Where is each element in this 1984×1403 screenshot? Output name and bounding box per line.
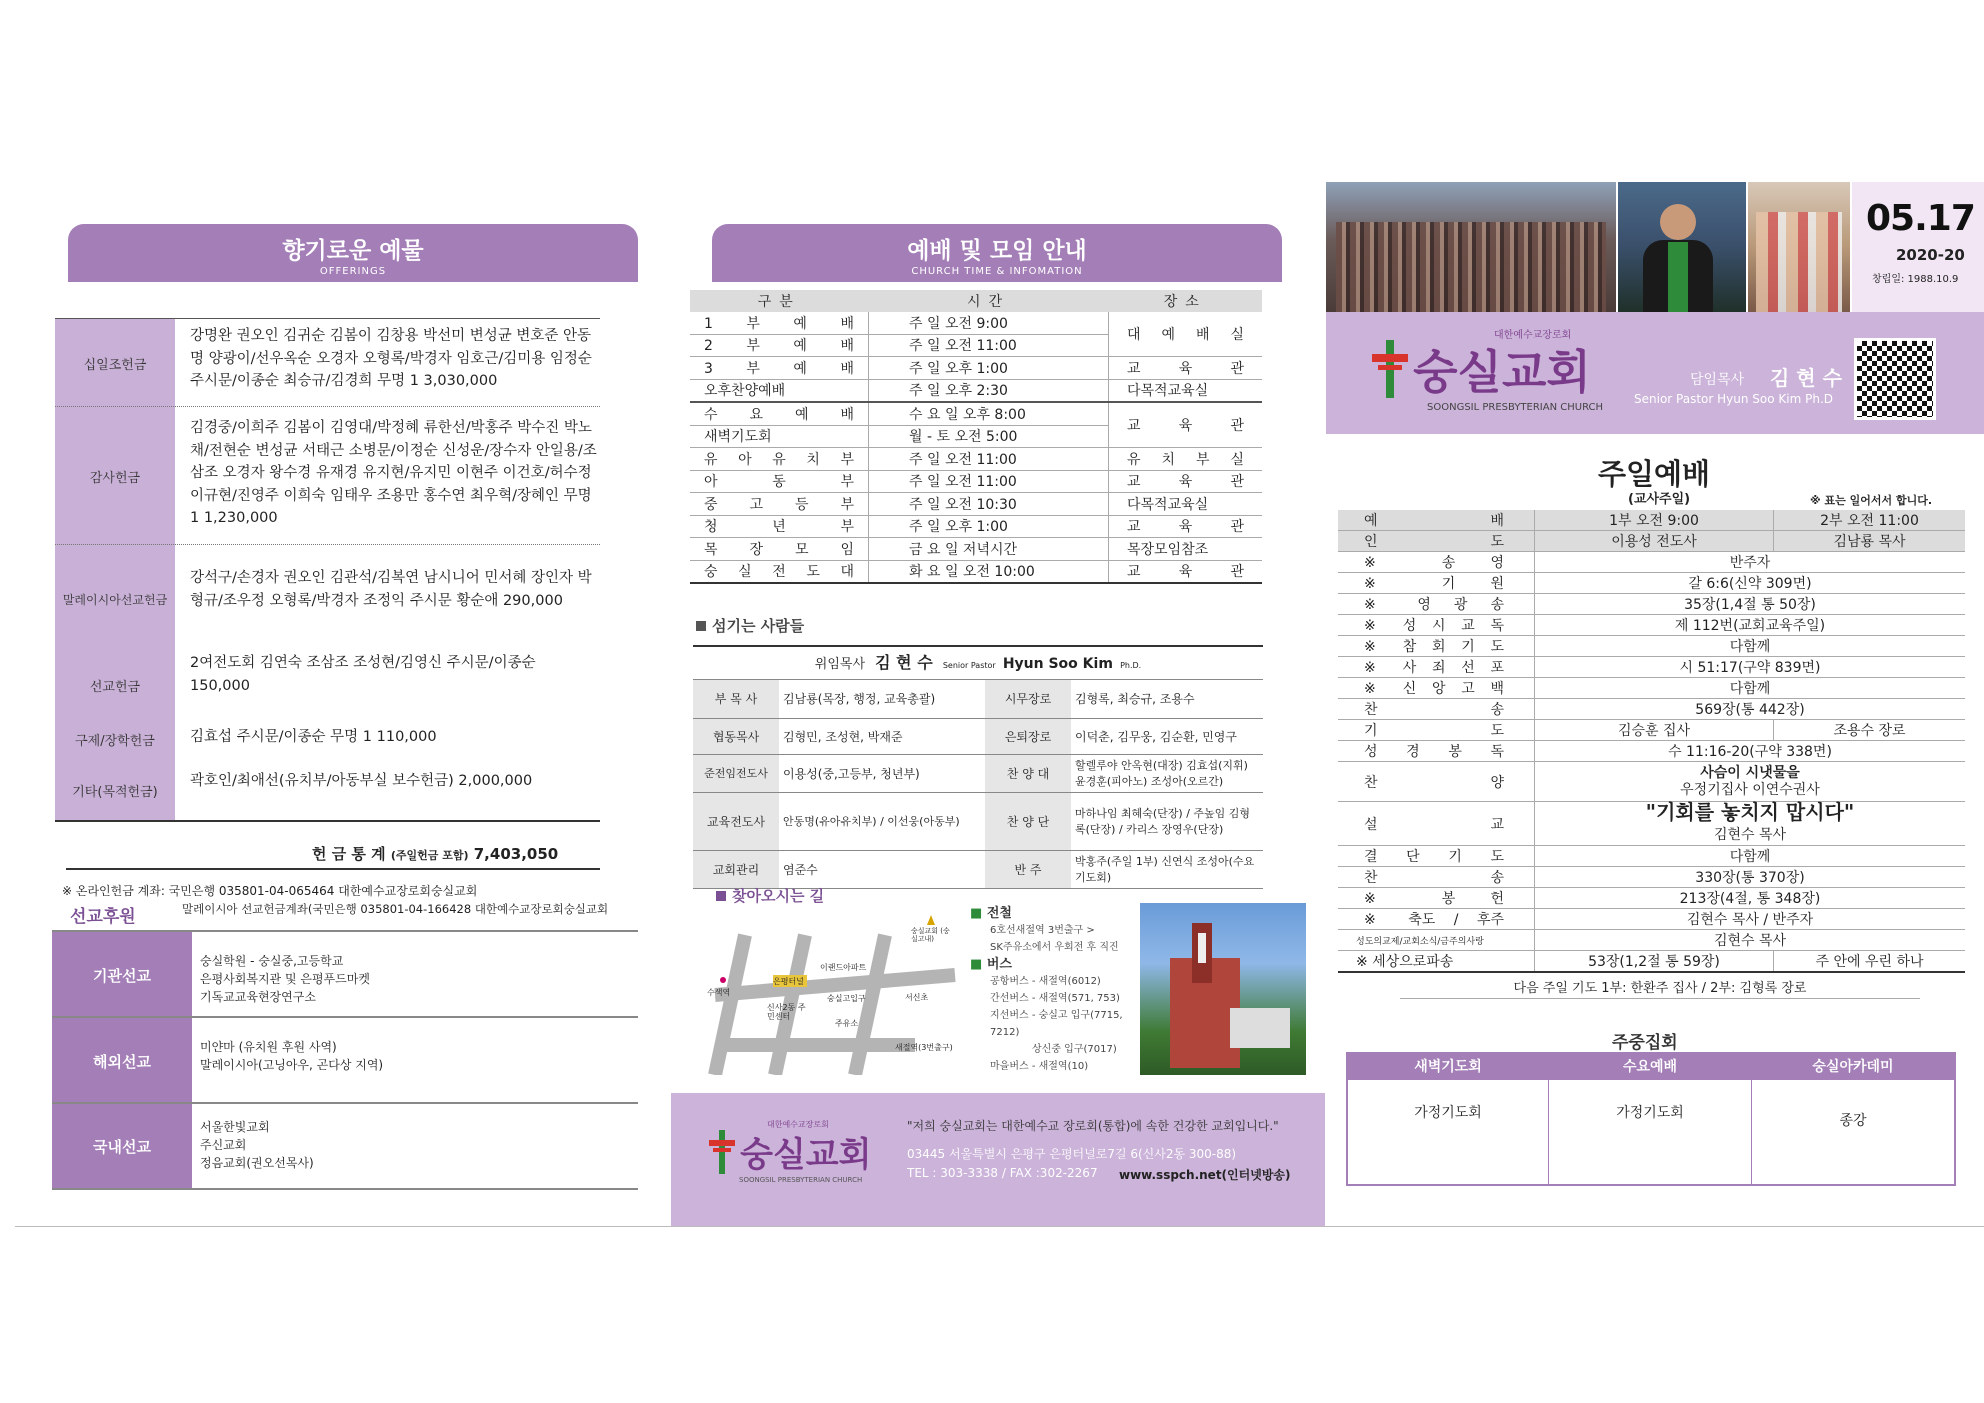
- next-week-prayer: 다음 주일 기도 1부: 한환주 집사 / 2부: 김형록 장로: [1400, 977, 1920, 999]
- cell: 주 일 오후 2:30: [869, 379, 1109, 402]
- cell: 시 51:17(구약 839면): [1535, 657, 1966, 678]
- subway-line: 6호선새절역 3번출구 >: [990, 925, 1095, 936]
- cell: 주 일 오전 11:00: [869, 470, 1109, 493]
- kids-figures: [1756, 212, 1842, 312]
- cell: 찬 송: [1338, 699, 1535, 720]
- servants-title: [696, 615, 804, 636]
- cell: 2부 오전 11:00: [1774, 510, 1966, 531]
- table-row: [1338, 657, 1965, 678]
- table-row: [690, 538, 1262, 561]
- table-row: [690, 357, 1262, 380]
- worship-note: ※ 표는 일어서서 합니다.: [1810, 494, 1932, 507]
- schedule-title: 예배 및 모임 안내: [907, 238, 1087, 264]
- table-row: [1338, 762, 1965, 802]
- table-row: [1338, 594, 1965, 615]
- map-label: 숭실고입구: [827, 994, 866, 1003]
- cell: 대 예 배 실: [1109, 312, 1263, 357]
- cell: 오후찬양예배: [690, 379, 869, 402]
- subway-icon: ■: [970, 906, 983, 921]
- table-row: [1338, 951, 1965, 973]
- worship-order-table: [1338, 510, 1965, 973]
- transit-info: [970, 905, 1140, 1075]
- cell: 569장(통 442장): [1535, 699, 1966, 720]
- cell: 청 년 부: [690, 515, 869, 538]
- cover-logo: [1372, 330, 1604, 413]
- bus-line: 간선버스 - 새절역(571, 753): [990, 993, 1120, 1004]
- staff-label: 찬 양 단: [985, 792, 1071, 850]
- cell: ※ 축도 / 후주: [1338, 909, 1535, 930]
- cover-church-sub: 대한예수교장로회: [1494, 330, 1572, 341]
- cell: 주 일 오후 1:00: [869, 515, 1109, 538]
- table-row: [1338, 615, 1965, 636]
- cover-church-name: 숭실교회: [1413, 345, 1591, 399]
- offering-row-thanks: [55, 406, 600, 545]
- offering-row-malaysia: [55, 544, 600, 653]
- crowd-photo: [1336, 222, 1606, 312]
- cell: 교 육 관: [1109, 560, 1263, 583]
- staff-label: 은퇴장로: [985, 718, 1071, 754]
- cell: ※ 송 영: [1338, 552, 1535, 573]
- cell: 이용성 전도사: [1535, 531, 1774, 552]
- table-row: [1338, 699, 1965, 720]
- offering-text: 강석구/손경자 권오인 김관석/김복연 남시니어 민서혜 장인자 박형규/조우정 오형록/박경자 조정익 주시문 황순애 290,000: [190, 570, 592, 609]
- offering-text: 2여전도회 김연숙 조삼조 조성현/김영신 주시문/이종순 150,000: [190, 655, 536, 694]
- footer-church-name: 숭실교회: [740, 1135, 872, 1175]
- offering-row-tithe: [55, 318, 600, 407]
- cell: 금 요 일 저녁시간: [869, 538, 1109, 561]
- cell: 갈 6:6(신약 309면): [1535, 573, 1966, 594]
- schedule-col-header: 시간: [869, 290, 1109, 312]
- bullet-square-icon: [716, 891, 726, 901]
- mission-line: 기독교교육현장연구소: [200, 990, 316, 1004]
- staff-table: [693, 680, 1263, 889]
- footer-church-en: SOONGSIL PRESBYTERIAN CHURCH: [739, 1176, 863, 1184]
- cell: ※ 성 시 교 독: [1338, 615, 1535, 636]
- mission-label: 해외선교: [52, 1018, 192, 1104]
- cell: 다목적교육실: [1109, 379, 1263, 402]
- cell: 반주자: [1535, 552, 1966, 573]
- mission-label: 기관선교: [52, 932, 192, 1018]
- cell: 213장(4절, 통 348장): [1535, 888, 1966, 909]
- table-row: [1338, 802, 1965, 846]
- church-wall: [1230, 1008, 1290, 1048]
- mission-line: 은평사회복지관 및 은평푸드마켓: [200, 972, 370, 986]
- church-marker-icon: [927, 915, 935, 925]
- anthem-title: 사슴이 시냇물을: [1700, 764, 1800, 781]
- offering-label: 말레이시아선교헌금: [55, 545, 175, 653]
- cell: 숭 실 전 도 대: [690, 560, 869, 583]
- offering-text: 곽호인/최애선(유치부/아동부실 보수헌금) 2,000,000: [190, 773, 533, 789]
- map-label: 주유소: [835, 1019, 859, 1028]
- cell: 교 육 관: [1109, 470, 1263, 493]
- cover-pastor-label: 담임목사: [1690, 372, 1745, 388]
- table-row: [1338, 510, 1965, 531]
- cell: 월 - 토 오전 5:00: [869, 425, 1109, 448]
- staff-label: 찬 양 대: [985, 754, 1071, 792]
- map-road: [715, 935, 745, 1075]
- mission-line: 말레이시아(고닝아우, 곤다상 지역): [200, 1058, 384, 1072]
- cell: 새벽기도회: [690, 425, 869, 448]
- table-row: [1338, 720, 1965, 741]
- mission-line: 정음교회(권오선목사): [200, 1156, 314, 1170]
- staff-label: 시무장로: [985, 680, 1071, 718]
- cell: 유 치 부 실: [1109, 448, 1263, 471]
- table-row: [693, 718, 1263, 754]
- cell: [1535, 802, 1966, 846]
- cell: 김현수 목사: [1535, 930, 1966, 951]
- church-photo: [1140, 903, 1306, 1075]
- offering-row-other: [55, 760, 600, 820]
- cross-icon: [1198, 933, 1206, 963]
- footer: [671, 1093, 1325, 1226]
- map-label: 수색역: [707, 988, 731, 997]
- cell: 주 일 오전 9:00: [869, 312, 1109, 334]
- cell: ※ 영 광 송: [1338, 594, 1535, 615]
- staff-value: 마하나임 최혜숙(단장) / 주높임 김형록(단장) / 카리스 장영우(단장): [1071, 792, 1263, 850]
- table-row: [1338, 531, 1965, 552]
- pastor-degree: Ph.D.: [1120, 661, 1142, 670]
- table-row: [1338, 867, 1965, 888]
- table-row: [690, 379, 1262, 402]
- table-row: [690, 470, 1262, 493]
- cover-banner: [1326, 312, 1984, 434]
- sermon-by: 김현수 목사: [1713, 827, 1787, 843]
- cell: 다목적교육실: [1109, 493, 1263, 516]
- bus-line: 공항버스 - 새절역(6012): [990, 976, 1101, 987]
- schedule-col-header: 구분: [690, 290, 869, 312]
- bus-title-text: 버스: [986, 957, 1012, 972]
- cover-photo-group: [1326, 182, 1616, 312]
- cell: 수 요 일 오후 8:00: [869, 402, 1109, 425]
- cell: ※ 참 회 기 도: [1338, 636, 1535, 657]
- cell: 35장(1,4절 통 50장): [1535, 594, 1966, 615]
- footer-motto: "저희 숭실교회는 대한예수교 장로회(통합)에 속한 건강한 교회입니다.": [907, 1119, 1279, 1133]
- online-note: ※ 온라인헌금 계좌: 국민은행 035801-04-065464 대한예수교장로회숭실교회: [62, 884, 478, 898]
- cell: 김남룡 목사: [1774, 531, 1966, 552]
- offering-text: 김경중/이희주 김봄이 김영대/박정혜 류한선/박홍주 박수진 박노채/전현순 변성균 서태근 소병문/이정순 신성운/장수자 안일용/조삼조 오경자 왕수경 유재경 유지현/유지민 이현주 이건호/허수정 이규현/진영주 이희숙 임태우 조용만 홍수연 최우혁/장혜인 무명 1 1,230,000: [190, 420, 597, 526]
- cell: 교 육 관: [1109, 357, 1263, 380]
- offering-label: 감사헌금: [55, 407, 175, 545]
- table-row: [693, 680, 1263, 718]
- cell: 주 일 오후 1:00: [869, 357, 1109, 380]
- cover-pastor-en: Senior Pastor Hyun Soo Kim Ph.D: [1634, 392, 1833, 406]
- schedule-col-header: 장소: [1109, 290, 1263, 312]
- cell: 목 장 모 임: [690, 538, 869, 561]
- map-label: 이랜드아파트: [820, 963, 867, 972]
- cell: 53장(1,2절 통 59장): [1535, 951, 1774, 973]
- table-row: [1338, 552, 1965, 573]
- staff-value: 안동명(유아유치부) / 이선웅(아동부): [779, 792, 985, 850]
- bus-icon: ■: [970, 957, 983, 972]
- mission-line: 숭실학원 - 숭실중,고등학교: [200, 954, 344, 968]
- cell: 아 동 부: [690, 470, 869, 493]
- weekday-col: [1549, 1054, 1752, 1184]
- offerings-header: [68, 224, 638, 282]
- map-label: 신사2동 주민센터: [767, 1003, 806, 1021]
- mission-row-domestic: [52, 1102, 638, 1190]
- weekday-col-body: 종강: [1839, 1113, 1867, 1129]
- staff-value: 할렐루야 안옥현(대장) 김효섭(지휘) 윤경훈(피아노) 조성아(오르간): [1071, 754, 1263, 792]
- cell: 설 교: [1338, 802, 1535, 846]
- staff-label: 준전임전도사: [693, 754, 779, 792]
- cover-date-box: [1852, 182, 1984, 312]
- table-row: [1338, 636, 1965, 657]
- map-label: 은평터널: [773, 977, 804, 986]
- worship-title: 주일예배: [1598, 457, 1711, 491]
- cover-date: 05.17: [1866, 198, 1975, 239]
- church-logo-icon: [709, 1130, 735, 1174]
- offering-label: 십일조헌금: [55, 319, 175, 407]
- cell: 예 배: [1338, 510, 1535, 531]
- table-row: [693, 792, 1263, 850]
- weekday-col-head: 수요예배: [1549, 1054, 1751, 1080]
- cell: 중 고 등 부: [690, 493, 869, 516]
- offering-label: 선교헌금: [55, 652, 175, 718]
- schedule-subtitle: CHURCH TIME & INFOMATION: [911, 266, 1083, 277]
- staff-label: 교육전도사: [693, 792, 779, 850]
- table-row: [690, 515, 1262, 538]
- weekday-table: [1346, 1052, 1956, 1186]
- staff-label: 교회관리: [693, 850, 779, 888]
- weekday-col-head: 새벽기도회: [1348, 1054, 1548, 1080]
- page-bottom-rule: [15, 1226, 1984, 1227]
- pastor-en-prefix: Senior Pastor: [942, 661, 996, 670]
- mission-lines: [200, 952, 370, 1006]
- footer-church-sub: 대한예수교장로회: [767, 1120, 829, 1129]
- table-row: [1338, 573, 1965, 594]
- cover-founded: 창립일: 1988.10.9: [1872, 274, 1959, 285]
- mission-account: 말레이시아 선교헌금계좌(국민은행 035801-04-166428 대한예수교장로회숭실교회: [182, 902, 609, 916]
- staff-value: 박홍주(주일 1부) 신연식 조성아(수요기도회): [1071, 850, 1263, 888]
- table-row: [1338, 846, 1965, 867]
- map-label: 숭실교회 (숭실고내): [911, 927, 950, 943]
- mission-line: 서울한빛교회: [200, 1120, 270, 1134]
- pastor-en: Hyun Soo Kim: [1002, 656, 1113, 672]
- table-row: [690, 560, 1262, 583]
- table-row: [693, 754, 1263, 792]
- staff-value: 김형록, 최승규, 조용수: [1071, 680, 1263, 718]
- table-row: [1338, 741, 1965, 762]
- footer-logo: [709, 1120, 872, 1184]
- table-row: [690, 448, 1262, 471]
- table-row: [690, 402, 1262, 425]
- cell: 결 단 기 도: [1338, 846, 1535, 867]
- offering-row-mission: [55, 652, 600, 718]
- weekday-title: 주중집회: [1612, 1033, 1678, 1053]
- offering-label: 구제/장학헌금: [55, 718, 175, 760]
- staff-value: 김형민, 조성현, 박재준: [779, 718, 985, 754]
- cell: 다함께: [1535, 678, 1966, 699]
- servants-title-text: 섬기는 사람들: [712, 617, 805, 635]
- total-note: (주일헌금 포함): [390, 849, 469, 862]
- pastor-name: 김 현 수: [875, 653, 933, 672]
- cell: 330장(통 370장): [1535, 867, 1966, 888]
- cell: 교 육 관: [1109, 515, 1263, 538]
- subway-title-text: 전철: [986, 906, 1012, 921]
- cell: 3 부 예 배: [690, 357, 869, 380]
- offering-bottom-border: [55, 820, 600, 822]
- cover-issue: 2020-20: [1896, 246, 1965, 264]
- pastor-line: [693, 645, 1263, 680]
- map-label: 서신초: [905, 993, 929, 1002]
- directions-title: [716, 885, 824, 906]
- cell: 김현수 목사 / 반주자: [1535, 909, 1966, 930]
- table-row: [1338, 888, 1965, 909]
- weekday-col-body: 가정기도회: [1414, 1105, 1482, 1121]
- map: [705, 915, 965, 1075]
- offering-label: 기타(목적헌금): [55, 760, 175, 820]
- bus-line: 상신중 입구(7017): [1032, 1044, 1117, 1055]
- cover-photo-kids: [1748, 182, 1850, 312]
- mission-row-institution: [52, 930, 638, 1018]
- support-title: 선교후원: [70, 907, 136, 927]
- cell: [1535, 762, 1966, 802]
- mission-row-overseas: [52, 1016, 638, 1104]
- cover-photo-pastor: [1618, 182, 1746, 312]
- cell: 유 아 유 치 부: [690, 448, 869, 471]
- cell: ※ 세상으로파송: [1338, 951, 1535, 973]
- cell: 제 112번(교회교육주일): [1535, 615, 1966, 636]
- qr-code-icon[interactable]: [1854, 338, 1936, 420]
- cell: 화 요 일 오전 10:00: [869, 560, 1109, 583]
- cell: 수 11:16-20(구약 338면): [1535, 741, 1966, 762]
- total-value: 7,403,050: [473, 845, 559, 863]
- cell: 1 부 예 배: [690, 312, 869, 334]
- cell: ※ 사 죄 선 포: [1338, 657, 1535, 678]
- cell: 1부 오전 9:00: [1535, 510, 1774, 531]
- offering-total-underline: [66, 868, 600, 870]
- staff-label: 협동목사: [693, 718, 779, 754]
- cell: 다함께: [1535, 846, 1966, 867]
- subway-line: SK주유소에서 우회전 후 직진: [990, 942, 1119, 953]
- table-row: [1338, 909, 1965, 930]
- pastor-figure: [1660, 204, 1696, 240]
- cell: 인 도: [1338, 531, 1535, 552]
- schedule-header-row: [690, 290, 1262, 312]
- footer-tel: TEL : 303-3338 / FAX :302-2267: [907, 1166, 1098, 1180]
- map-road: [855, 935, 885, 1075]
- table-row: [693, 850, 1263, 888]
- cover-church-en: SOONGSIL PRESBYTERIAN CHURCH: [1427, 402, 1604, 413]
- cell: 주 일 오전 10:30: [869, 493, 1109, 516]
- mission-lines: [200, 1038, 383, 1074]
- offerings-subtitle: OFFERINGS: [319, 266, 387, 277]
- schedule-table: [690, 290, 1262, 584]
- mission-line: 주신교회: [200, 1138, 247, 1152]
- bus-line: 지선버스 - 숭실고 입구(7715, 7212): [990, 1010, 1123, 1038]
- cell: ※ 기 원: [1338, 573, 1535, 594]
- offering-text: 김효섭 주시문/이종순 무명 1 110,000: [190, 729, 437, 745]
- offering-text: 강명완 권오인 김귀순 김봄이 김창용 박선미 변성균 변호준 안동명 양광이/선우옥순 오경자 오형록/박경자 임호근/김미용 임정순 주시문/이종순 최승규/김경희 무명 1 3,030,000: [190, 328, 592, 389]
- cell: 찬 송: [1338, 867, 1535, 888]
- staff-label: 부 목 사: [693, 680, 779, 718]
- cell: 성 경 봉 독: [1338, 741, 1535, 762]
- pastor-stole: [1668, 242, 1688, 312]
- bus-line: 마을버스 - 새절역(10): [990, 1061, 1089, 1072]
- offerings-title: 향기로운 예물: [282, 238, 424, 264]
- cell: 다함께: [1535, 636, 1966, 657]
- cell: 조용수 장로: [1774, 720, 1966, 741]
- cell: 기 도: [1338, 720, 1535, 741]
- cell: 주 일 오전 11:00: [869, 334, 1109, 357]
- cell: 2 부 예 배: [690, 334, 869, 357]
- church-logo-icon: [1372, 340, 1408, 398]
- worship-subtitle: (교사주일): [1628, 492, 1691, 507]
- schedule-header: [712, 224, 1282, 282]
- footer-address: 03445 서울특별시 은평구 은평터널로7길 6(신사2동 300-88): [907, 1147, 1237, 1161]
- mission-lines: [200, 1118, 314, 1172]
- table-row: [690, 493, 1262, 516]
- offering-row-relief: [55, 718, 600, 760]
- mission-label: 국내선교: [52, 1104, 192, 1188]
- subway-title: [970, 905, 1140, 922]
- map-label: 새절역(3번출구): [895, 1043, 953, 1052]
- cell: ※ 봉 헌: [1338, 888, 1535, 909]
- anthem-by: 우정기집사 이연수권사: [1680, 781, 1820, 798]
- cover-pastor-name: 김 현 수: [1770, 366, 1842, 390]
- cell: 수 요 예 배: [690, 402, 869, 425]
- cell: 목장모임참조: [1109, 538, 1263, 561]
- bus-title: [970, 956, 1140, 973]
- staff-value: 이덕춘, 김무웅, 김순환, 민영구: [1071, 718, 1263, 754]
- sermon-title: "기회를 놓치지 맙시다": [1645, 800, 1855, 824]
- cell: ※ 신 앙 고 백: [1338, 678, 1535, 699]
- bullet-square-icon: [696, 621, 706, 631]
- table-row: [690, 312, 1262, 334]
- cell: 김승훈 집사: [1535, 720, 1774, 741]
- table-row: [1338, 678, 1965, 699]
- directions-title-text: 찾아오시는 길: [732, 887, 825, 905]
- staff-value: 김남룡(목장, 행정, 교육총괄): [779, 680, 985, 718]
- weekday-col: [1752, 1054, 1954, 1184]
- weekday-col-head: 숭실아카데미: [1752, 1054, 1954, 1080]
- weekday-col-body: 가정기도회: [1616, 1105, 1684, 1121]
- mission-line: 미얀마 (유치원 후원 사역): [200, 1040, 337, 1054]
- weekday-col: [1348, 1054, 1549, 1184]
- cell: 찬 양: [1338, 762, 1535, 802]
- cell: 주 일 오전 11:00: [869, 448, 1109, 471]
- staff-label: 반 주: [985, 850, 1071, 888]
- table-row: [1338, 930, 1965, 951]
- offering-total: [312, 843, 558, 864]
- staff-value: 이용성(중,고등부, 청년부): [779, 754, 985, 792]
- pastor-label: 위임목사: [814, 657, 866, 672]
- footer-web[interactable]: www.sspch.net(인터넷방송): [1119, 1168, 1291, 1182]
- cell: 주 안에 우린 하나: [1774, 951, 1966, 973]
- staff-value: 염준수: [779, 850, 985, 888]
- station-marker-icon: [720, 977, 726, 983]
- cell: 성도의교제/교회소식/금주의사랑: [1338, 930, 1535, 951]
- total-label: 헌 금 통 계: [312, 845, 386, 863]
- cell: 교 육 관: [1109, 402, 1263, 448]
